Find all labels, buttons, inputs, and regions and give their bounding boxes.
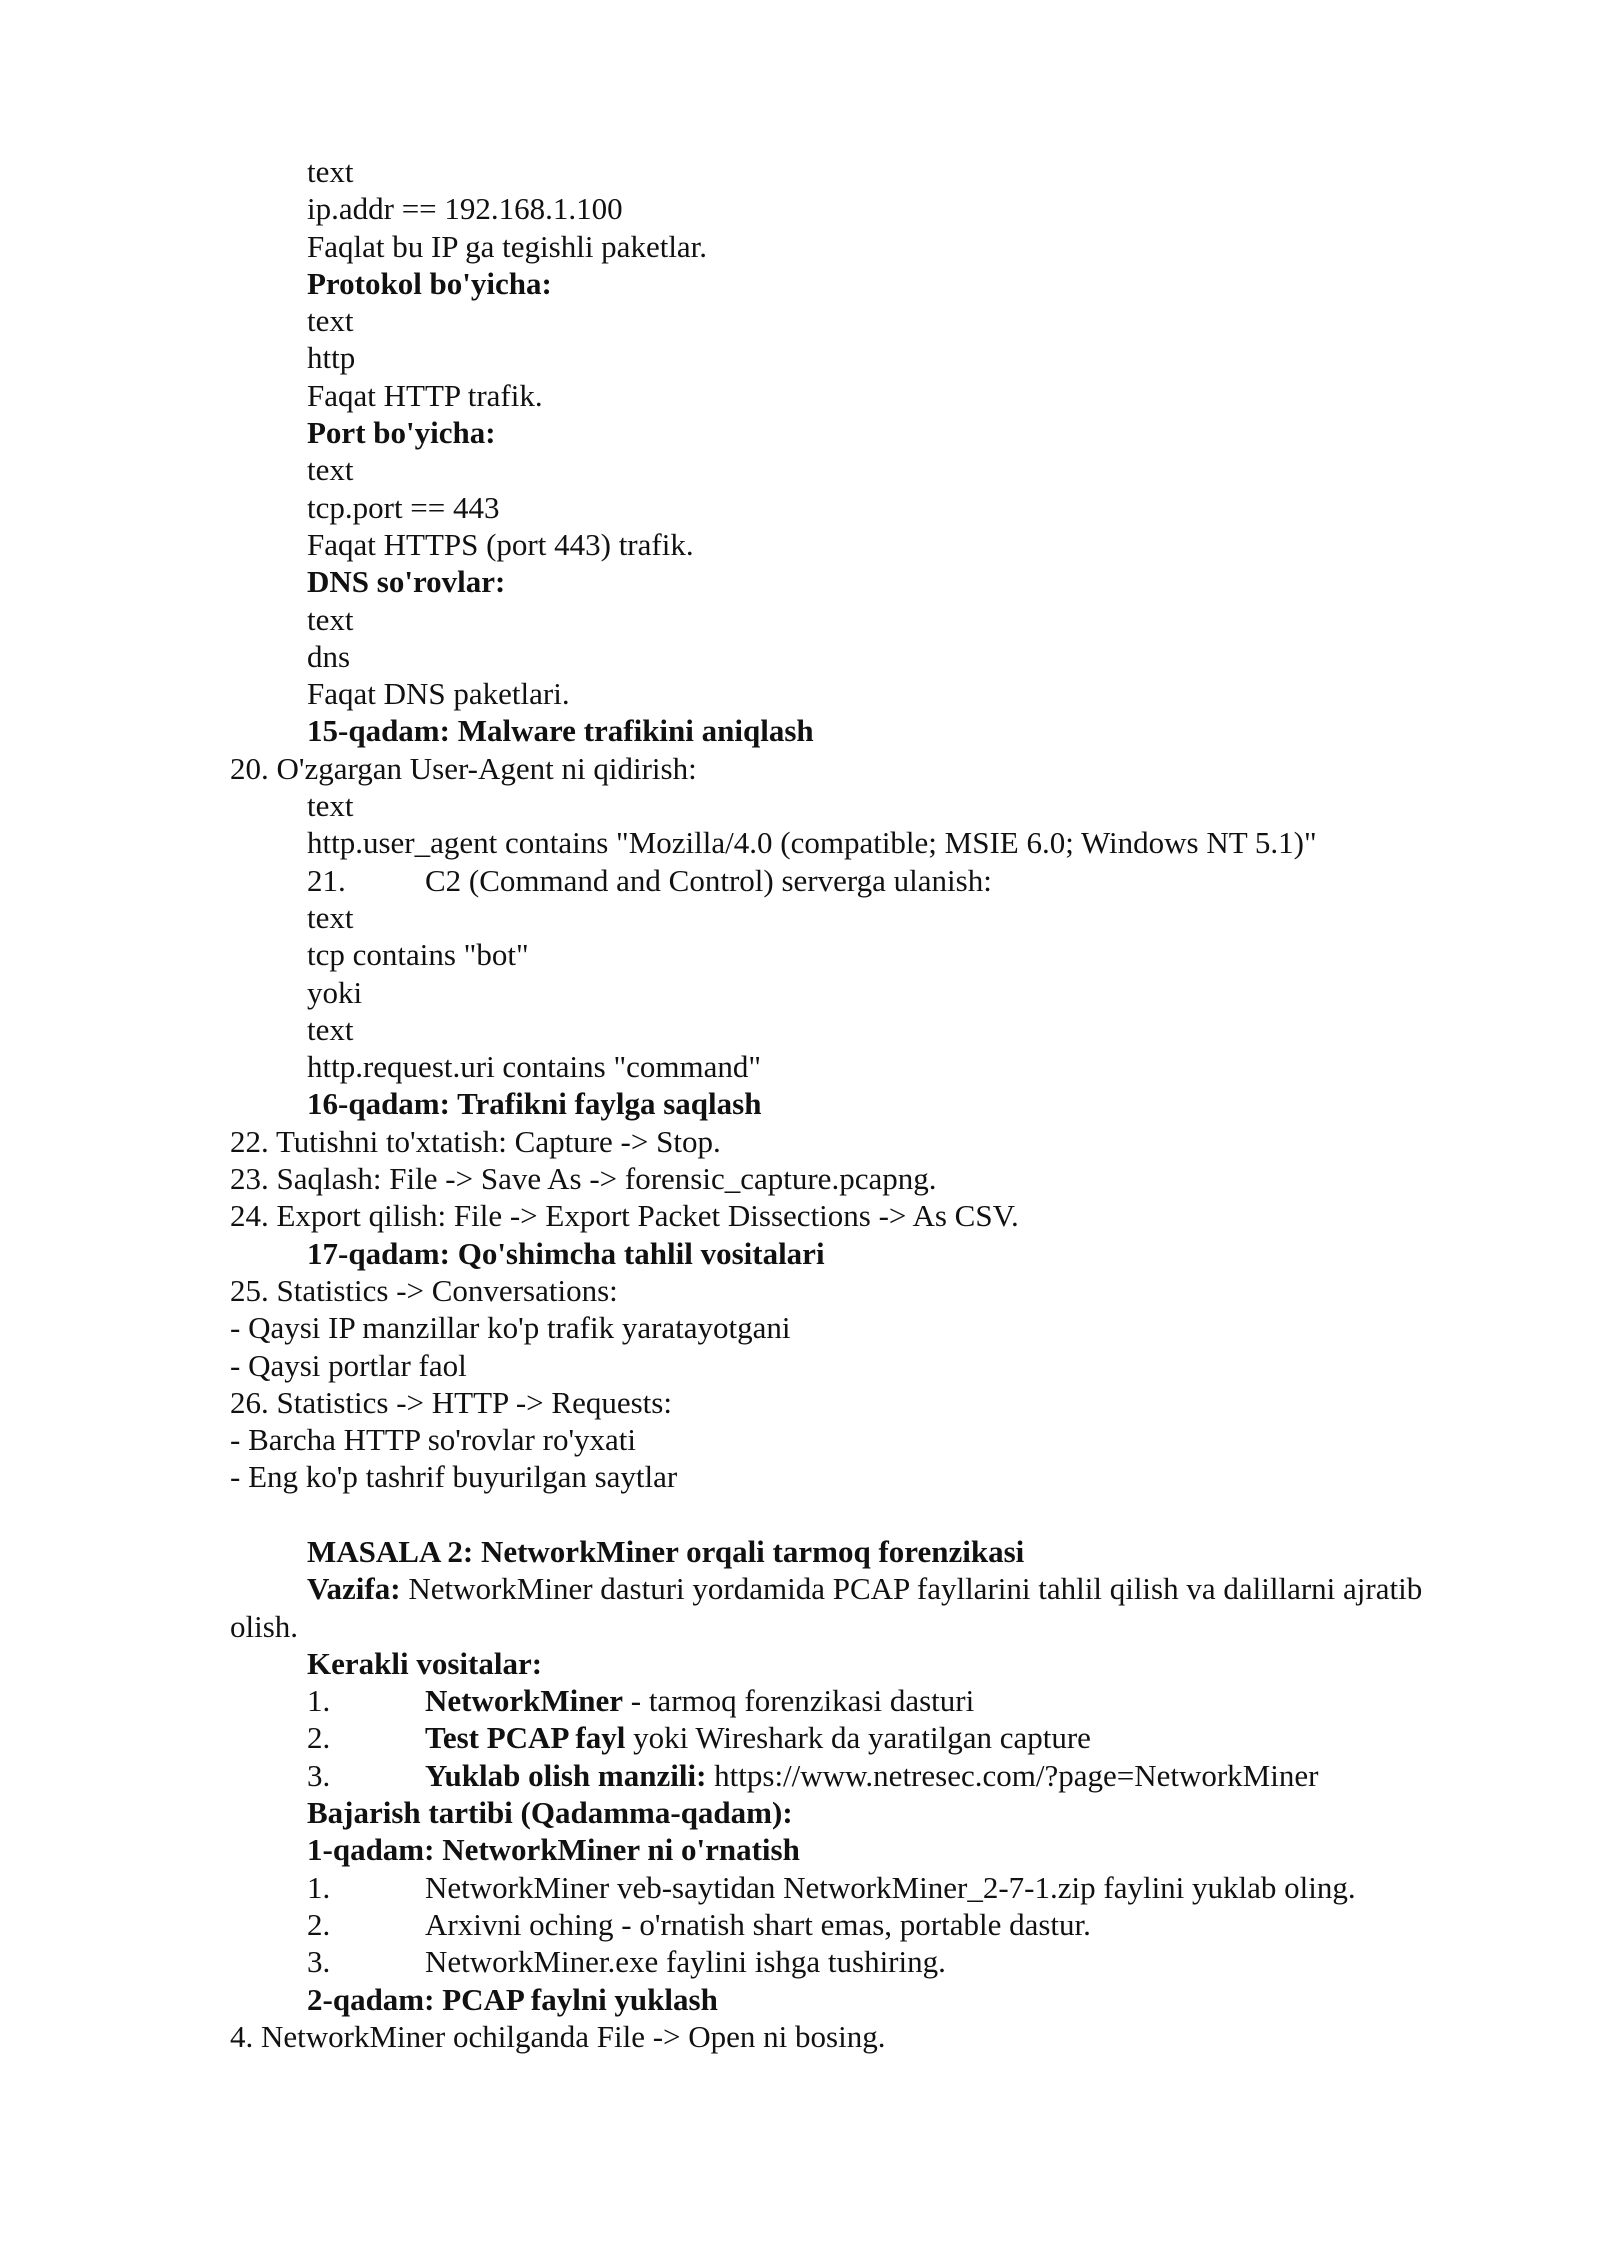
step-heading: 15-qadam: Malware trafikini aniqlash	[307, 713, 814, 749]
numbered-item: 24. Export qilish: File -> Export Packet Dissections -> As CSV.	[230, 1198, 1019, 1234]
filter-expression: http.user_agent contains "Mozilla/4.0 (compatible; MSIE 6.0; Windows NT 5.1)"	[307, 825, 1317, 861]
filter-description: Faqat DNS paketlari.	[307, 676, 570, 712]
step-item	[230, 1906, 1530, 1943]
numbered-item: 4. NetworkMiner ochilganda File -> Open ni bosing.	[230, 2018, 886, 2054]
document-page	[230, 153, 1530, 2055]
tool-name: Test PCAP fayl	[425, 1720, 626, 1756]
code-label: text	[307, 303, 354, 339]
code-label: text	[307, 154, 354, 189]
section-heading: DNS so'rovlar:	[307, 564, 506, 600]
filter-expression: http.request.uri contains "command"	[307, 1049, 762, 1085]
tool-item	[230, 1719, 1530, 1756]
masala-title: MASALA 2: NetworkMiner orqali tarmoq forenzikasi	[307, 1533, 1025, 1569]
tool-description: yoki Wireshark da yaratilgan capture	[625, 1720, 1091, 1756]
filter-expression: ip.addr == 192.168.1.100	[307, 191, 623, 227]
bullet-item: - Qaysi IP manzillar ko'p trafik yaratayotgani	[230, 1310, 791, 1346]
task-paragraph	[230, 1570, 1490, 1645]
item-number: 3.	[307, 1757, 331, 1793]
item-number: 2.	[307, 1906, 331, 1942]
order-heading: Bajarish tartibi (Qadamma-qadam):	[307, 1795, 793, 1831]
filter-expression: http	[307, 340, 356, 376]
numbered-item: 20. O'zgargan User-Agent ni qidirish:	[230, 750, 697, 786]
step-item	[230, 1943, 1530, 1980]
tool-name: Yuklab olish manzili:	[425, 1757, 707, 1793]
numbered-item: 25. Statistics -> Conversations:	[230, 1272, 618, 1308]
paragraph-gap	[230, 1496, 1530, 1533]
filter-description: Faqat HTTP trafik.	[307, 377, 543, 413]
numbered-item: 23. Saqlash: File -> Save As -> forensic_capture.pcapng.	[230, 1161, 937, 1197]
item-number: 21.	[307, 862, 346, 898]
step-heading: 17-qadam: Qo'shimcha tahlil vositalari	[307, 1235, 825, 1271]
item-number: 2.	[307, 1720, 331, 1756]
item-number: 3.	[307, 1944, 331, 1980]
step-heading: 16-qadam: Trafikni faylga saqlash	[307, 1086, 762, 1122]
bullet-item: - Barcha HTTP so'rovlar ro'yxati	[230, 1422, 637, 1458]
numbered-item	[230, 862, 1530, 899]
item-text: Arxivni oching - o'rnatish shart emas, portable dastur.	[425, 1906, 1091, 1942]
numbered-item: 22. Tutishni to'xtatish: Capture -> Stop.	[230, 1123, 721, 1159]
section-heading: Port bo'yicha:	[307, 415, 496, 451]
section-heading: Protokol bo'yicha:	[307, 265, 552, 301]
filter-expression: dns	[307, 638, 351, 674]
code-label: text	[307, 452, 354, 488]
item-text: NetworkMiner veb-saytidan NetworkMiner_2-7-1.zip faylini yuklab oling.	[425, 1869, 1356, 1905]
tool-description: https://www.netresec.com/?page=NetworkMiner	[706, 1757, 1319, 1793]
item-number: 1.	[307, 1869, 331, 1905]
tools-heading: Kerakli vositalar:	[307, 1645, 543, 1681]
tool-item	[230, 1682, 1530, 1719]
code-label: text	[307, 1011, 354, 1047]
task-text: NetworkMiner dasturi yordamida PCAP fayllarini tahlil qilish va dalillarni ajratib olish.	[230, 1571, 1423, 1644]
code-label: text	[307, 601, 354, 637]
tool-description: - tarmoq forenzikasi dasturi	[623, 1683, 975, 1719]
bullet-item: - Eng ko'p tashrif buyurilgan saytlar	[230, 1459, 678, 1495]
task-label: Vazifa:	[307, 1571, 401, 1607]
tool-item	[230, 1757, 1530, 1794]
filter-description: Faqat HTTPS (port 443) trafik.	[307, 526, 694, 562]
tool-name: NetworkMiner	[425, 1683, 623, 1719]
step-item	[230, 1869, 1530, 1906]
code-label: text	[307, 788, 354, 824]
numbered-item: 26. Statistics -> HTTP -> Requests:	[230, 1384, 672, 1420]
item-number: 1.	[307, 1683, 331, 1719]
filter-description: Faqlat bu IP ga tegishli paketlar.	[307, 228, 708, 264]
item-text: C2 (Command and Control) serverga ulanish:	[425, 862, 992, 898]
filter-expression: tcp contains "bot"	[307, 937, 529, 973]
filter-expression: tcp.port == 443	[307, 489, 500, 525]
item-text: NetworkMiner.exe faylini ishga tushiring.	[425, 1944, 946, 1980]
bullet-item: - Qaysi portlar faol	[230, 1347, 467, 1383]
connector-word: yoki	[307, 974, 363, 1010]
code-label: text	[307, 899, 354, 935]
step-heading: 1-qadam: NetworkMiner ni o'rnatish	[307, 1832, 800, 1868]
step-heading: 2-qadam: PCAP faylni yuklash	[307, 1981, 718, 2017]
